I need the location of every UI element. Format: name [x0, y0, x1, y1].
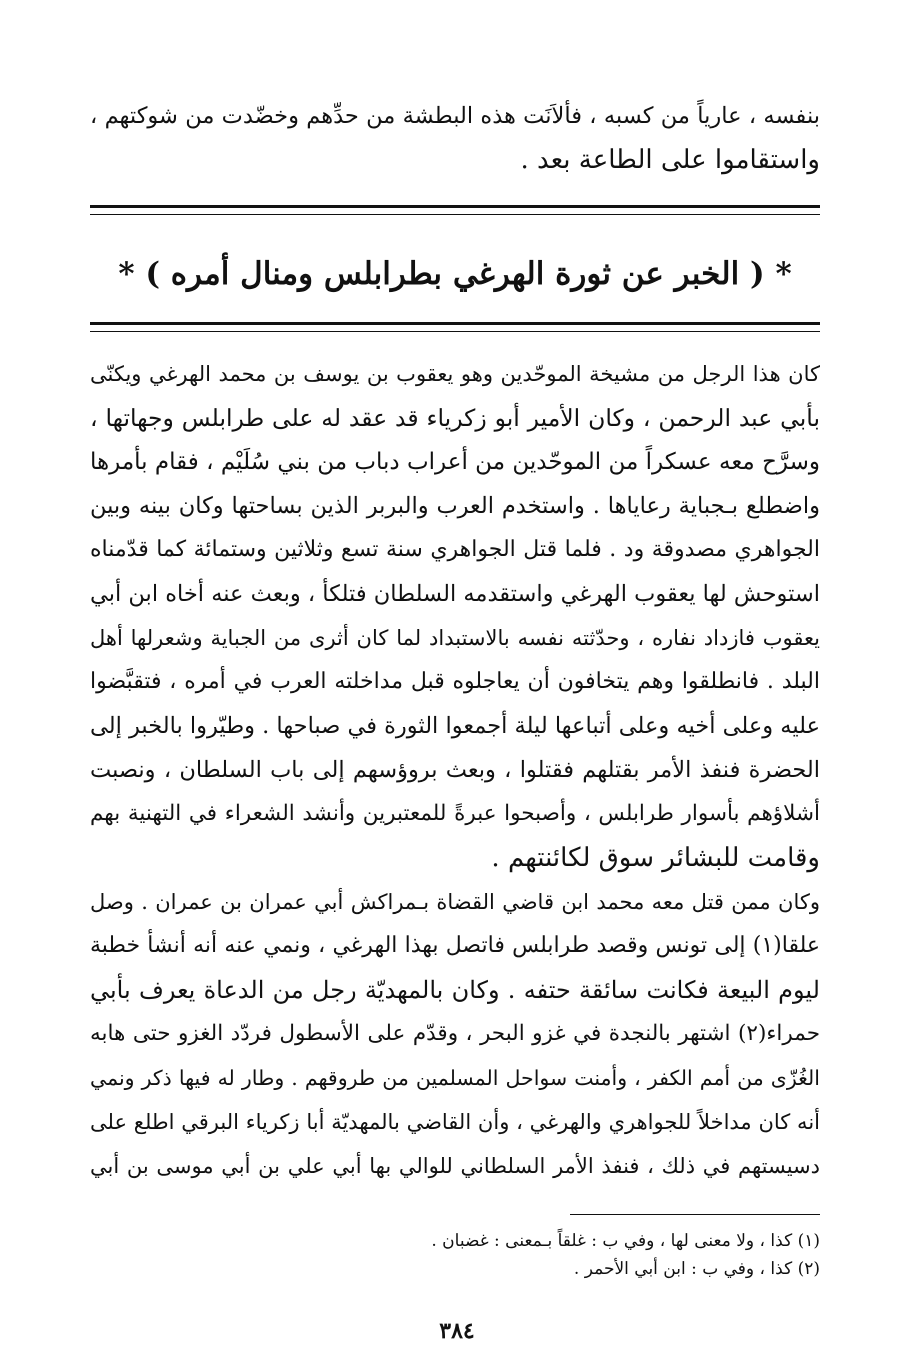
body-line-7: يعقوب فازداد نفاره ، وحدّثته نفسه بالاستبداد لما كان أثرى من الجباية وشعرلها أهل — [90, 626, 820, 650]
body-line-1: كان هذا الرجل من مشيخة الموحّدين وهو يعقوب بن يوسف بن محمد الهرغي ويكنّى — [90, 362, 820, 386]
body-line-11: أشلاؤهم بأسوار طرابلس ، وأصبحوا عبرةً للمعتبرين وأنشد الشعراء في التهنية بهم — [90, 801, 820, 826]
section-title: * ( الخبر عن ثورة الهرغي بطرابلس ومنال أمره ) * — [118, 256, 792, 292]
body-line-10: الحضرة فنفذ الأمر بقتلهم فقتلوا ، وبعث بروؤسهم إلى باب السلطان ، ونصبت — [90, 757, 820, 783]
body-line-15: ليوم البيعة فكانت سائقة حتفه . وكان بالمهديّة رجل من الدعاة يعرف بأبي — [90, 976, 820, 1004]
intro-line-2: واستقاموا على الطاعة بعد . — [520, 145, 820, 175]
body-line-4: واضطلع بـجباية رعاياها . واستخدم العرب والبربر الذين بساحتها وكان بينه وبين — [90, 493, 820, 519]
body-line-8: البلد . فانطلقوا وهم يتخافون أن يعاجلوه قبل مداخلته العرب في أمره ، فتقبَّضوا — [90, 669, 820, 694]
section-top-rule-thin — [90, 214, 820, 215]
footnote-1: (١) كذا ، ولا معنى لها ، وفي ب : غلقاً بـمعنى : غضبان . — [431, 1231, 820, 1251]
body-line-6: استوحش لها يعقوب الهرغي واستقدمه السلطان فتلكأ ، وبعث عنه أخاه ابن أبي — [90, 581, 820, 607]
page-number: ٣٨٤ — [439, 1318, 475, 1344]
intro-line-1: بنفسه ، عارياً من كسبه ، فألاَنَت هذه البطشة من حدِّهم وخضّدت من شوكتهم ، — [90, 103, 820, 129]
body-line-2: بأبي عبد الرحمن ، وكان الأمير أبو زكرياء قد عقد له على طرابلس وجهاتها ، — [90, 404, 820, 432]
body-line-12: وقامت للبشائر سوق لكائنتهم . — [491, 843, 820, 873]
body-line-9: عليه وعلى أخيه وعلى أتباعها ليلة أجمعوا الثورة في صباحها . وطيّروا بالخبر إلى — [90, 713, 820, 739]
body-line-14: علقا(١) إلى تونس وقصد طرابلس فاتصل بهذا الهرغي ، ونمي عنه أنه أنشأ خطبة — [90, 933, 820, 958]
body-line-17: الغُزّى من أمم الكفر ، وأمنت سواحل المسلمين من طروقهم . وطار له فيها ذكر ونمي — [90, 1066, 820, 1090]
body-line-18: أنه كان مداخلاً للجواهري والهرغي ، وأن القاضي بالمهديّة أبا زكرياء البرقي اطلع على — [90, 1110, 820, 1134]
body-line-16: حمراء(٢) اشتهر بالنجدة في غزو البحر ، وقدّم على الأسطول فردّد الغزو حتى هابه — [90, 1021, 820, 1046]
body-line-3: وسرَّح معه عسكراً من الموحّدين من أعراب دباب من بني سُلَيْم ، فقام بأمرها — [90, 449, 820, 475]
section-bottom-rule-thin — [90, 331, 820, 332]
footnote-2: (٢) كذا ، وفي ب : ابن أبي الأحمر . — [573, 1259, 820, 1279]
body-line-19: دسيستهم في ذلك ، فنفذ الأمر السلطاني للوالي بها أبي علي بن أبي موسى بن أبي — [90, 1154, 820, 1178]
footnote-separator — [570, 1214, 820, 1215]
section-bottom-rule-thick — [90, 322, 820, 325]
body-line-13: وكان ممن قتل معه محمد ابن قاضي القضاة بـمراكش أبي عمران بن عمران . وصل — [90, 890, 820, 914]
body-line-5: الجواهري مصدوقة ود . فلما قتل الجواهري سنة تسع وثلاثين وستمائة كما قدّمناه — [90, 537, 820, 562]
section-top-rule-thick — [90, 205, 820, 208]
